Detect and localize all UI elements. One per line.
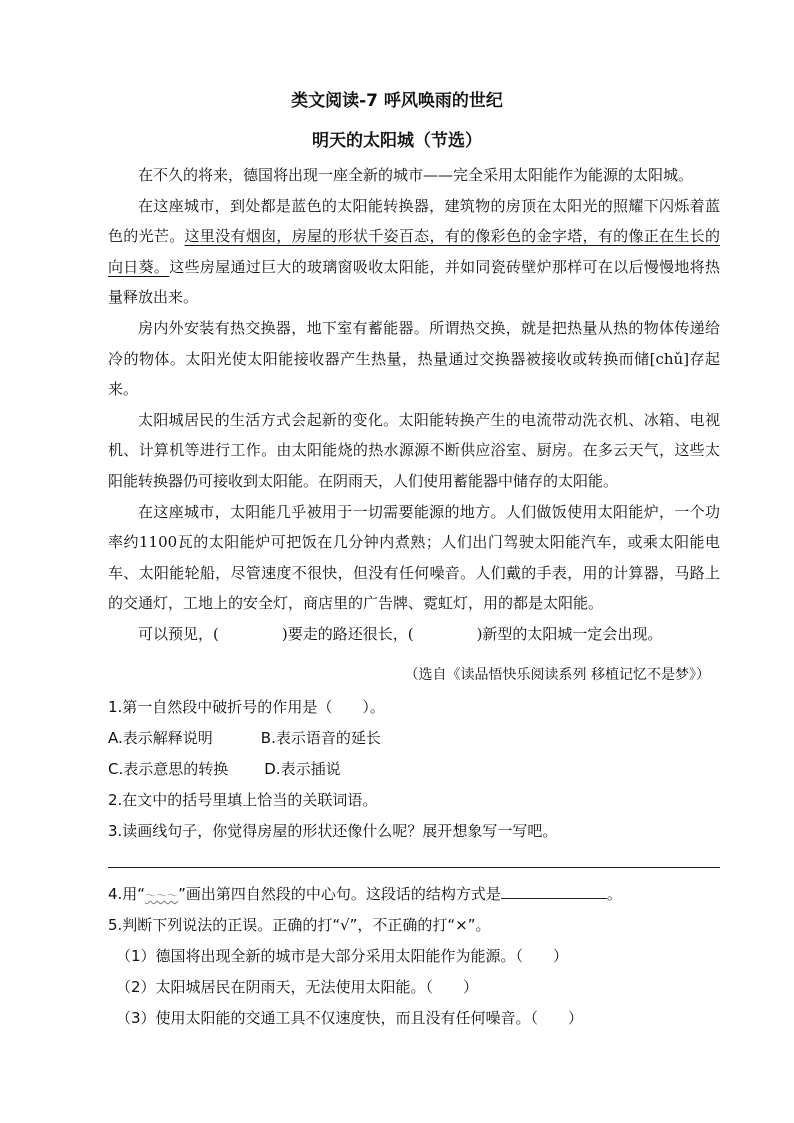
paragraph-6-middle: )要走的路还很长，( bbox=[281, 624, 414, 643]
paragraph-2 bbox=[108, 191, 720, 313]
question-4-middle: ”画出第四自然段的中心句。这段话的结构方式是 bbox=[178, 885, 501, 903]
question-4-start: 4.用“ bbox=[108, 885, 146, 903]
paragraph-6 bbox=[108, 619, 720, 650]
underlined-sentence: 这里没有烟囱，房屋的形状千姿百态，有的像彩色的金字塔，有的像正在生长的向日葵。 bbox=[108, 227, 720, 276]
paragraph-2-end: 这些房屋通过巨大的玻璃窗吸收太阳能，并如同瓷砖壁炉那样可在以后慢慢地将热量释放出来。 bbox=[108, 257, 720, 307]
statement-3: （3）使用太阳能的交通工具不仅速度快，而且没有任何噪音。（ ） bbox=[116, 1009, 584, 1027]
question-1: 1.第一自然段中破折号的作用是（ ）。 bbox=[108, 698, 385, 716]
paragraph-2-start: 在这座城市，到处都是蓝色的太阳能转换器，建筑物的房顶在太阳光的照耀下闪烁着蓝色的光芒。 bbox=[108, 196, 720, 246]
paragraph-3: 房内外安装有热交换器，地下室有蓄能器。所谓热交换，就是把热量从热的物体传递给冷的物体。太阳光使太阳能接收器产生热量，热量通过交换器被接收或转换而储[chǔ]存起来。 bbox=[108, 318, 720, 399]
paragraph-5: 在这座城市，太阳能几乎被用于一切需要能源的地方。人们做饭使用太阳能炉，一个功率约1100瓦的太阳能炉可把饭在几分钟内煮熟；人们出门驾驶太阳能汽车，或乘太阳能电车、太阳能轮船，尽管速度不很快，但没有任何噪音。人们戴的手表，用的计算器，马路上的交通灯，工地上的安全灯，商店里的广告牌、霓虹灯，用的都是太阳能。 bbox=[108, 502, 720, 613]
option-d: D.表示插说 bbox=[264, 760, 341, 778]
paragraph-6-end: )新型的太阳城一定会出现。 bbox=[476, 624, 663, 643]
paragraph-6-start: 可以预见，( bbox=[138, 624, 219, 643]
wavy-line-mark: ～～～ bbox=[145, 889, 179, 902]
answer-line[interactable] bbox=[108, 867, 720, 868]
paragraph-1: 在不久的将来，德国将出现一座全新的城市——完全采用太阳能作为能源的太阳城。 bbox=[138, 166, 694, 184]
question-4 bbox=[108, 883, 622, 904]
worksheet-title: 类文阅读-7 呼风唤雨的世纪 bbox=[291, 91, 503, 111]
question-1-options-cd bbox=[108, 758, 341, 779]
question-4-end: 。 bbox=[606, 885, 622, 903]
question-2: 2.在文中的括号里填上恰当的关联词语。 bbox=[108, 791, 378, 809]
option-a: A.表示解释说明 bbox=[108, 729, 213, 747]
question-5: 5.判断下列说法的正误。正确的打“√”，不正确的打“×”。 bbox=[108, 916, 491, 934]
question-1-options-ab bbox=[108, 727, 381, 748]
passage-title: 明天的太阳城（节选） bbox=[312, 131, 482, 151]
option-b: B.表示语音的延长 bbox=[260, 729, 381, 747]
option-c: C.表示意思的转换 bbox=[108, 760, 229, 778]
statement-2: （2）太阳城居民在阴雨天，无法使用太阳能。（ ） bbox=[116, 978, 479, 996]
passage-source: （选自《读品悟快乐阅读系列 移植记忆不是梦》） bbox=[404, 667, 710, 683]
reading-passage bbox=[108, 160, 720, 650]
question-3: 3.读画线句子，你觉得房屋的形状还像什么呢？展开想象写一写吧。 bbox=[108, 822, 558, 840]
paragraph-4: 太阳城居民的生活方式会起新的变化。太阳能转换产生的电流带动洗衣机、冰箱、电视机、计算机等进行工作。由太阳能烧的热水源源不断供应浴室、厨房。在多云天气，这些太阳能转换器仍可接收到太阳能。在阴雨天，人们使用蓄能器中储存的太阳能。 bbox=[108, 410, 720, 490]
structure-answer-blank[interactable] bbox=[501, 884, 607, 899]
statement-1: （1）德国将出现全新的城市是大部分采用太阳能作为能源。（ ） bbox=[116, 947, 569, 965]
